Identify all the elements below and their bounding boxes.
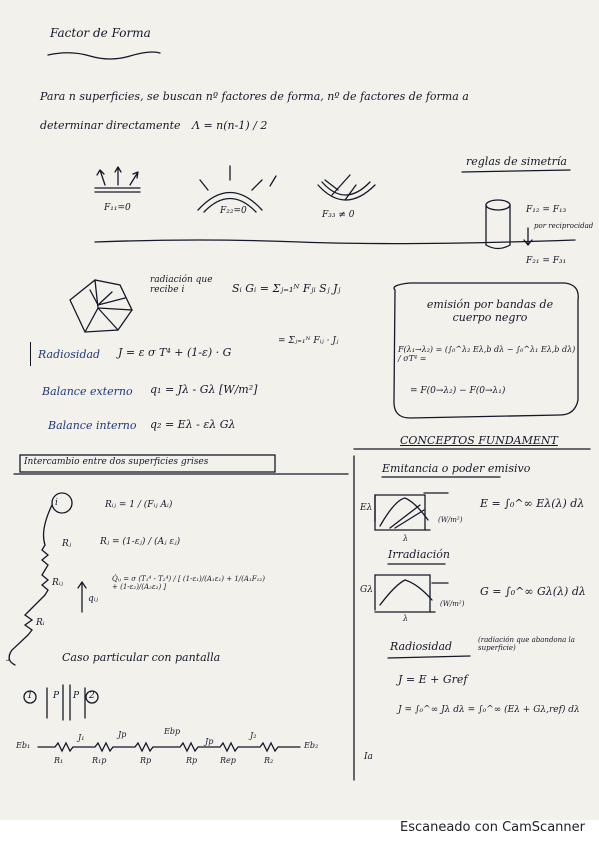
- radiosidad-formula: J = ε σ T⁴ + (1-ε) · G: [118, 346, 232, 359]
- irradiacion-title: Irradiación: [388, 548, 450, 561]
- emitancia-axis: Eλ: [360, 503, 373, 513]
- balance-interno-label: Balance interno: [48, 419, 137, 432]
- emitancia-title: Emitancia o poder emisivo: [382, 462, 531, 475]
- pantalla-2: 2: [89, 691, 95, 701]
- balance-interno-formula: q₂ = Eλ - ελ Gλ: [150, 418, 236, 431]
- f11-label: F₁₁=0: [104, 203, 131, 213]
- chain-r2: R₂: [264, 756, 274, 765]
- irradiacion-units: (W/m²): [440, 600, 465, 608]
- radiosidad-label: Radiosidad: [38, 348, 101, 361]
- f33-label: F₃₃ ≠ 0: [322, 210, 355, 220]
- chain-eb2: Eb₂: [304, 741, 319, 750]
- net-label-qij: qᵢⱼ: [88, 594, 98, 604]
- emision-title: emisión por bandas de cuerpo negro: [426, 298, 554, 324]
- emision-formula: F(λ₁→λ₂) = (∫₀^λ₂ Eλ,b dλ − ∫₀^λ₁ Eλ,b dλ) / σT⁴ =: [398, 345, 576, 363]
- intro-line-1: Para n superficies, se buscan nº factores de forma, nº de factores de forma a: [40, 90, 469, 103]
- balance-externo-formula: q₁ = Jλ - Gλ [W/m²]: [150, 383, 258, 396]
- emitancia-x: λ: [403, 534, 409, 543]
- sym-f21: F₂₁ = F₃₁: [526, 256, 567, 266]
- radiosidad2-title: Radiosidad: [390, 640, 453, 653]
- f22-label: F₂₂=0: [220, 206, 247, 216]
- conceptos-header: CONCEPTOS FUNDAMENT: [400, 434, 558, 447]
- chain-rp: Rp: [140, 756, 152, 765]
- reglas-simetria: reglas de simetría: [466, 155, 567, 168]
- qij-formula: Q̇ᵢⱼ = σ (T₁⁴ - T₂⁴) / [ (1-ε₁)/(A₁ε₁) + 1/(A₁F₁₂) + (1-ε₂)/(A₂ε₂) ]: [112, 575, 265, 591]
- irradiacion-formula: G = ∫₀^∞ Gλ(λ) dλ: [480, 585, 586, 598]
- radiacion-formula: Sᵢ Gᵢ = Σⱼ₌₁ᴺ Fⱼᵢ Sⱼ Jⱼ: [232, 282, 341, 295]
- rij-formula: Rᵢⱼ = 1 / (Fᵢⱼ Aᵢ): [105, 500, 173, 510]
- chain-j1: J₁: [78, 733, 85, 742]
- chain-jp: Jp: [118, 730, 127, 739]
- footer-bar: [0, 820, 599, 848]
- lambda-formula: Λ = n(n-1) / 2: [192, 119, 268, 132]
- irradiacion-axis: Gλ: [360, 585, 373, 595]
- net-label-rij: Rᵢⱼ: [52, 578, 63, 588]
- chain-r1: R₁: [54, 756, 64, 765]
- net-label-i: i: [55, 498, 58, 508]
- page-title: Factor de Forma: [50, 26, 151, 40]
- intro-line-2: determinar directamente: [40, 119, 181, 132]
- chain-j2: J₂: [250, 731, 257, 740]
- emitancia-formula: E = ∫₀^∞ Eλ(λ) dλ: [480, 497, 585, 510]
- pantalla-1: 1: [27, 691, 33, 701]
- radiosidad2-note: (radiación que abandona la superficie): [478, 636, 575, 652]
- chain-eb1: Eb₁: [16, 741, 31, 750]
- radiosidad-sum: = Σⱼ₌₁ᴺ Fᵢⱼ · Jⱼ: [278, 336, 339, 346]
- caso-particular: Caso particular con pantalla: [62, 651, 221, 664]
- la-text: Ia: [364, 752, 373, 762]
- irradiacion-x: λ: [403, 614, 409, 623]
- net-label-rj: Rⱼ: [62, 539, 72, 549]
- chain-ebp: Ebp: [164, 727, 181, 736]
- pantalla-p2: P: [73, 691, 80, 701]
- chain-rp2: Rp: [186, 756, 198, 765]
- radiosidad2-f1: J = E + Gref: [398, 673, 468, 686]
- camscanner-watermark: Escaneado con CamScanner: [399, 820, 585, 835]
- chain-jp2: Jp: [205, 737, 214, 746]
- rj-formula: Rⱼ = (1-εⱼ) / (Aⱼ εⱼ): [100, 537, 181, 547]
- radiacion-label: radiación que recibe i: [150, 275, 213, 295]
- sym-note: por reciprocidad: [534, 222, 594, 230]
- chain-rep: Rep: [220, 756, 236, 765]
- net-label-j: j: [8, 652, 11, 662]
- pantalla-p1: P: [53, 691, 60, 701]
- radiosidad2-f2: J = ∫₀^∞ Jλ dλ = ∫₀^∞ (Eλ + Gλ,ref) dλ: [398, 705, 580, 715]
- net-label-ri: Rᵢ: [36, 618, 45, 628]
- chain-r1p: R₁p: [92, 756, 107, 765]
- emision-formula-2: = F(0→λ₂) − F(0→λ₁): [410, 386, 506, 396]
- emitancia-units: (W/m²): [438, 516, 463, 524]
- sym-f12: F₁₂ = F₁₃: [526, 205, 567, 215]
- intercambio-title: Intercambio entre dos superficies grises: [24, 457, 209, 467]
- balance-externo-label: Balance externo: [42, 385, 133, 398]
